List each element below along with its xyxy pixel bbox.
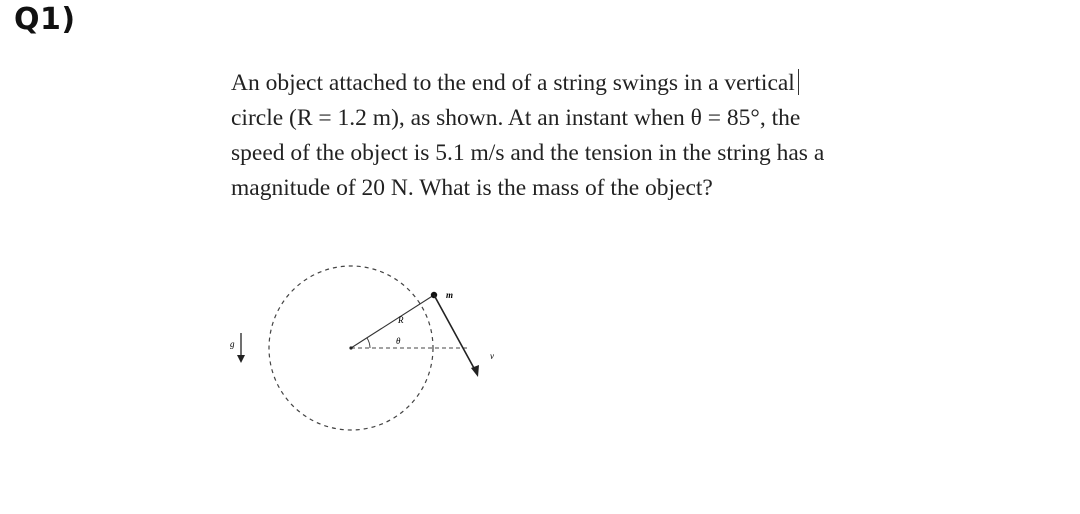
vertical-circle-diagram <box>220 255 520 495</box>
problem-line-3: speed of the object is 5.1 m/s and the tension in the string has a <box>231 140 825 166</box>
gravity-label: g <box>230 339 235 349</box>
question-number: Q1) <box>14 2 76 37</box>
problem-line-2: circle (R = 1.2 m), as shown. At an instant when θ = 85°, the <box>231 105 801 131</box>
angle-label: θ <box>396 336 401 346</box>
mass-label: m <box>446 290 454 300</box>
problem-line-4: magnitude of 20 N. What is the mass of the object? <box>231 175 713 201</box>
velocity-label: v <box>490 351 494 361</box>
radius-label: R <box>398 315 404 325</box>
angle-arc <box>367 338 370 348</box>
text-cursor <box>798 69 799 95</box>
problem-statement <box>231 66 931 206</box>
velocity-arrow-shaft <box>434 295 475 370</box>
circle-center <box>349 346 352 349</box>
velocity-arrow-head <box>471 365 479 377</box>
string-radius <box>351 295 434 348</box>
problem-line-1: An object attached to the end of a string swings in a vertical <box>231 66 931 101</box>
gravity-arrow-head <box>237 355 245 363</box>
